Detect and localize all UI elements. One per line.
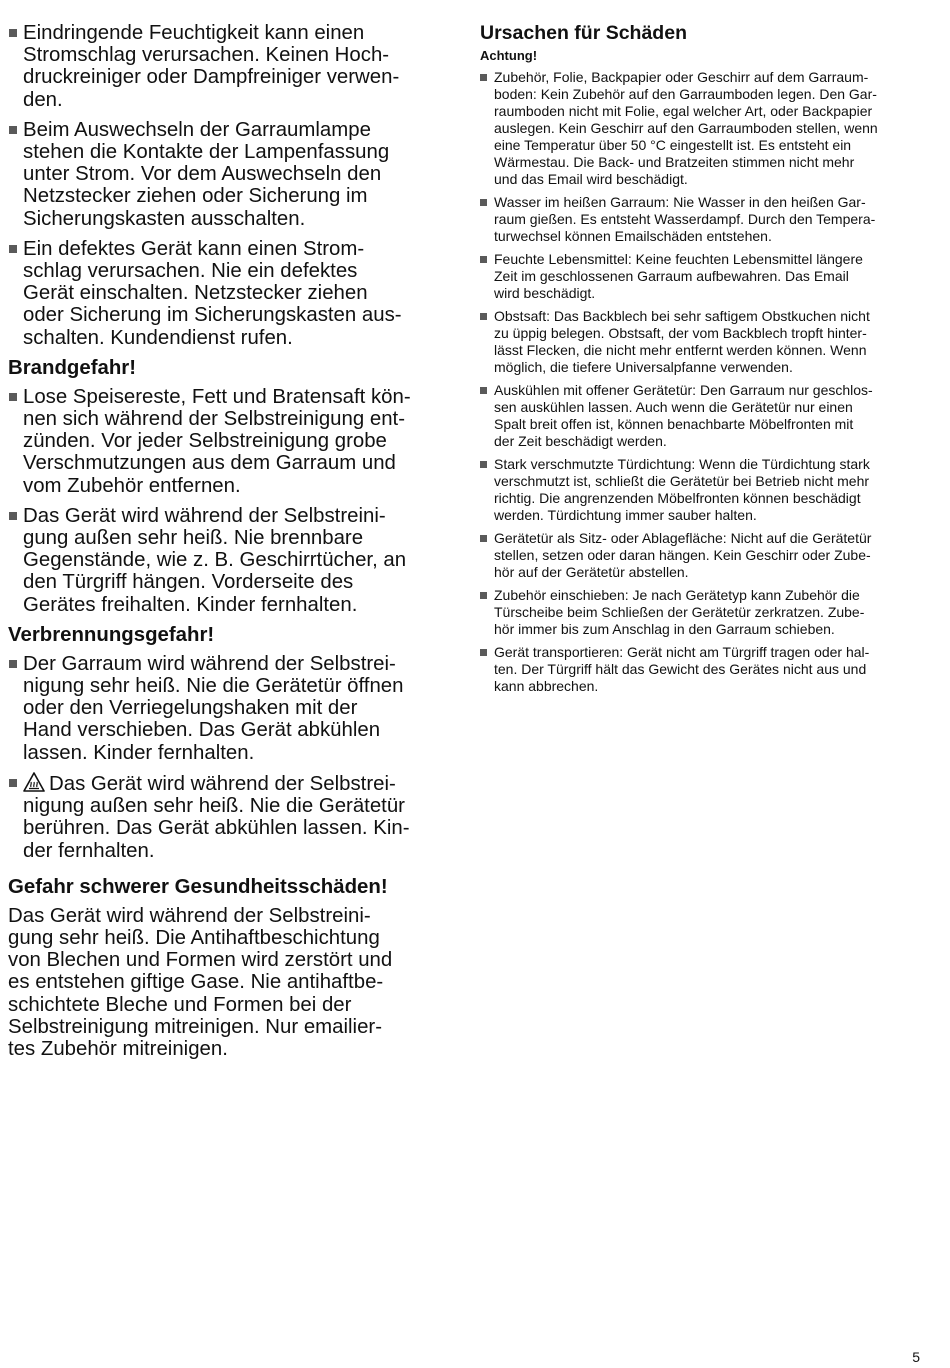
bullet-item	[8, 22, 448, 111]
right_column.bullets.4-line: sen auskühlen lassen. Auch wenn die Gerätetür nur einen	[494, 399, 853, 415]
bullet-item	[480, 69, 920, 188]
page-number: 5	[912, 1349, 920, 1365]
left_column.health_paragraph-line: gung sehr heiß. Die Antihaftbeschichtung	[8, 926, 380, 949]
left_column.burn_icon_bullet-line: nigung außen sehr heiß. Nie die Gerätetür	[23, 795, 405, 818]
right_column.bullets.0-line: auslegen. Kein Geschirr auf den Garraumboden stellen, wenn	[494, 120, 878, 136]
right_column.bullets.5-line: werden. Türdichtung immer sauber halten.	[494, 507, 757, 523]
right-column	[480, 22, 920, 701]
left-bullet-list	[8, 22, 448, 349]
right_column.bullets.3-line: Obstsaft: Das Backblech bei sehr saftigem Obstkuchen nicht	[494, 308, 870, 324]
right_column.bullets.5-line: Stark verschmutzte Türdichtung: Wenn die Türdichtung stark	[494, 456, 870, 472]
left_column.burn_bullets.0-line: lassen. Kinder fernhalten.	[23, 741, 255, 764]
left_column.bullets_top.2-line: Ein defektes Gerät kann einen Strom-	[23, 237, 365, 260]
hot-surface-bullet-text	[23, 773, 410, 862]
bullet-item	[8, 386, 448, 497]
left_column.bullets_top.1-line: unter Strom. Vor dem Auswechseln den	[23, 163, 382, 186]
right_column.bullets.2-line: wird beschädigt.	[494, 285, 596, 301]
left_column.bullets_top.2-line: oder Sicherung im Sicherungskasten aus-	[23, 304, 402, 327]
right_column.bullets.4-line: Auskühlen mit offener Gerätetür: Den Garraum nur geschlos-	[494, 382, 873, 398]
right_column.bullets.0-line: eine Temperatur über 50 °C eingestellt ist. Es entsteht ein	[494, 137, 852, 153]
right_column.bullets.6-line: Gerätetür als Sitz- oder Ablagefläche: Nicht auf die Gerätetür	[494, 530, 872, 546]
left_column.health_paragraph-line: Das Gerät wird während der Selbstreini-	[8, 904, 371, 927]
left_column.brand_bullets.0-line: nen sich während der Selbstreinigung ent-	[23, 408, 405, 431]
left_column.bullets_top.2-line: Gerät einschalten. Netzstecker ziehen	[23, 282, 368, 305]
left_column.bullets_top.2-line: schalten. Kundendienst rufen.	[23, 326, 293, 349]
left_column.burn_icon_bullet-line: der fernhalten.	[23, 839, 155, 862]
left_column.bullets_top.0-line: druckreiniger oder Dampfreiniger verwen-	[23, 66, 400, 89]
right_column.bullets.2-line: Feuchte Lebensmittel: Keine feuchten Lebensmittel längere	[494, 251, 863, 267]
left_column.bullets_top.1-line: Netzstecker ziehen oder Sicherung im	[23, 185, 368, 208]
right_column.bullets.1-line: turwechsel können Emailschäden entstehen.	[494, 228, 772, 244]
left_column.brand_bullets.1-line: Gegenstände, wie z. B. Geschirrtücher, an	[23, 549, 407, 572]
left_column.brand_bullets.0-line: Verschmutzungen aus dem Garraum und	[23, 452, 396, 475]
left_column.brand_bullets.1-line: Das Gerät wird während der Selbstreini-	[23, 504, 386, 527]
right_column.bullets.0-line: boden: Kein Zubehör auf den Garraumboden legen. Den Gar-	[494, 86, 877, 102]
right_column.bullets.0-line: und das Email wird beschädigt.	[494, 171, 688, 187]
right_column.bullets.8-line: Gerät transportieren: Gerät nicht am Türgriff tragen oder hal-	[494, 644, 870, 660]
right_column.bullets.7-line: hör immer bis zum Anschlag in den Garraum schieben.	[494, 621, 835, 637]
left_column.health_paragraph-line: Selbstreinigung mitreinigen. Nur emailier-	[8, 1015, 382, 1038]
hot-surface-warning-icon	[23, 772, 45, 792]
left_column.brand_bullets.0-line: zünden. Vor jeder Selbstreinigung grobe	[23, 430, 387, 453]
right_column.bullets.5-line: verschmutzt ist, schließt die Gerätetür bei Betrieb nicht mehr	[494, 473, 870, 489]
bullet-item	[8, 238, 448, 349]
right_column.bullets.0-line: Wärmestau. Die Back- und Bratzeiten stimmen nicht mehr	[494, 154, 855, 170]
left_column.bullets_top.0-line: Eindringende Feuchtigkeit kann einen	[23, 22, 365, 44]
right_column.bullets.5-line: richtig. Die angrenzenden Möbelfronten können beschädigt	[494, 490, 861, 506]
right_column.bullets.4-line: der Zeit beschädigt werden.	[494, 433, 667, 449]
right_column.bullets.0-line: raumboden nicht mit Folie, egal welcher Art, oder Backpapier	[494, 103, 873, 119]
verbrennungsgefahr-heading: Verbrennungsgefahr!	[8, 623, 215, 646]
bullet-item	[8, 653, 448, 764]
right_column.bullets.8-line: kann abbrechen.	[494, 678, 599, 694]
left_column.bullets_top.2-line: schlag verursachen. Nie ein defektes	[23, 260, 358, 283]
left_column.bullets_top.1-line: Beim Auswechseln der Garraumlampe	[23, 118, 371, 141]
bullet-item	[480, 308, 920, 376]
left_column.health_paragraph-line: von Blechen und Formen wird zerstört und	[8, 949, 393, 972]
left_column.burn_bullets.0-line: Hand verschieben. Das Gerät abkühlen	[23, 719, 381, 742]
left_column.bullets_top.0-line: Stromschlag verursachen. Keinen Hoch-	[23, 44, 390, 67]
right_column.bullets.3-line: möglich, die tiefere Universalpfanne verwenden.	[494, 359, 793, 375]
left_column.bullets_top.1-line: stehen die Kontakte der Lampenfassung	[23, 141, 390, 164]
ursachen-bullet-list	[480, 69, 920, 695]
bullet-item	[480, 251, 920, 302]
right_column.bullets.7-line: Zubehör einschieben: Je nach Gerätetyp kann Zubehör die	[494, 587, 860, 603]
left_column.brand_bullets.1-line: Gerätes freihalten. Kinder fernhalten.	[23, 593, 358, 616]
left_column.brand_bullets.0-line: Lose Speisereste, Fett und Bratensaft kön-	[23, 385, 411, 408]
bullet-item	[480, 194, 920, 245]
verbrennungsgefahr-bullet-list	[8, 653, 448, 764]
achtung-subheading: Achtung!	[480, 48, 538, 63]
left_column.brand_bullets.1-line: den Türgriff hängen. Vorderseite des	[23, 571, 354, 594]
left_column.brand_bullets.0-line: vom Zubehör entfernen.	[23, 474, 241, 497]
left_column.health_paragraph-line: es entstehen giftige Gase. Nie antihaftbe-	[8, 971, 384, 994]
gesundheitsschaeden-heading: Gefahr schwerer Gesundheitsschäden!	[8, 875, 388, 898]
bullet-item	[480, 456, 920, 524]
right_column.bullets.7-line: Türscheibe beim Schließen der Gerätetür zerkratzen. Zube-	[494, 604, 865, 620]
right_column.bullets.3-line: lässt Flecken, die nicht mehr entfernt werden können. Wenn	[494, 342, 867, 358]
left_column.burn_icon_bullet-line: Das Gerät wird während der Selbstrei-	[49, 772, 396, 795]
bullet-item	[8, 505, 448, 616]
left-column	[8, 22, 448, 1060]
ursachen-heading: Ursachen für Schäden	[480, 22, 687, 44]
right_column.bullets.4-line: Spalt breit offen ist, können benachbarte Möbelfronten mit	[494, 416, 854, 432]
bullet-item	[480, 587, 920, 638]
bullet-item	[480, 382, 920, 450]
left_column.bullets_top.1-line: Sicherungskasten ausschalten.	[23, 207, 306, 230]
bullet-item	[480, 530, 920, 581]
gesundheitsschaeden-paragraph	[8, 905, 448, 1060]
left_column.burn_bullets.0-line: nigung sehr heiß. Nie die Gerätetür öffnen	[23, 675, 404, 698]
right_column.bullets.1-line: raum gießen. Es entsteht Wasserdampf. Durch den Tempera-	[494, 211, 876, 227]
bullet-item	[480, 644, 920, 695]
bullet-item	[8, 119, 448, 230]
hot-surface-bullet	[8, 772, 448, 862]
right_column.bullets.3-line: zu üppig belegen. Obstsaft, der vom Backblech tropft hinter-	[494, 325, 867, 341]
left_column.bullets_top.0-line: den.	[23, 88, 63, 111]
right_column.bullets.6-line: hör auf der Gerätetür abstellen.	[494, 564, 689, 580]
left_column.burn_bullets.0-line: oder den Verriegelungshaken mit der	[23, 697, 358, 720]
right_column.bullets.0-line: Zubehör, Folie, Backpapier oder Geschirr auf dem Garraum-	[494, 69, 869, 85]
left_column.burn_bullets.0-line: Der Garraum wird während der Selbstrei-	[23, 652, 396, 675]
right_column.bullets.1-line: Wasser im heißen Garraum: Nie Wasser in den heißen Gar-	[494, 194, 866, 210]
left_column.health_paragraph-line: tes Zubehör mitreinigen.	[8, 1037, 228, 1060]
brandgefahr-heading: Brandgefahr!	[8, 356, 137, 379]
brandgefahr-bullet-list	[8, 386, 448, 616]
right_column.bullets.8-line: ten. Der Türgriff hält das Gewicht des Gerätes nicht aus und	[494, 661, 867, 677]
right_column.bullets.2-line: Zeit im geschlossenen Garraum aufbewahren. Das Email	[494, 268, 849, 284]
left_column.health_paragraph-line: schichtete Bleche und Formen bei der	[8, 993, 352, 1016]
right_column.bullets.6-line: stellen, setzen oder daran hängen. Kein Geschirr oder Zube-	[494, 547, 871, 563]
left_column.brand_bullets.1-line: gung außen sehr heiß. Nie brennbare	[23, 527, 364, 550]
left_column.burn_icon_bullet-line: berühren. Das Gerät abkühlen lassen. Kin-	[23, 817, 410, 840]
